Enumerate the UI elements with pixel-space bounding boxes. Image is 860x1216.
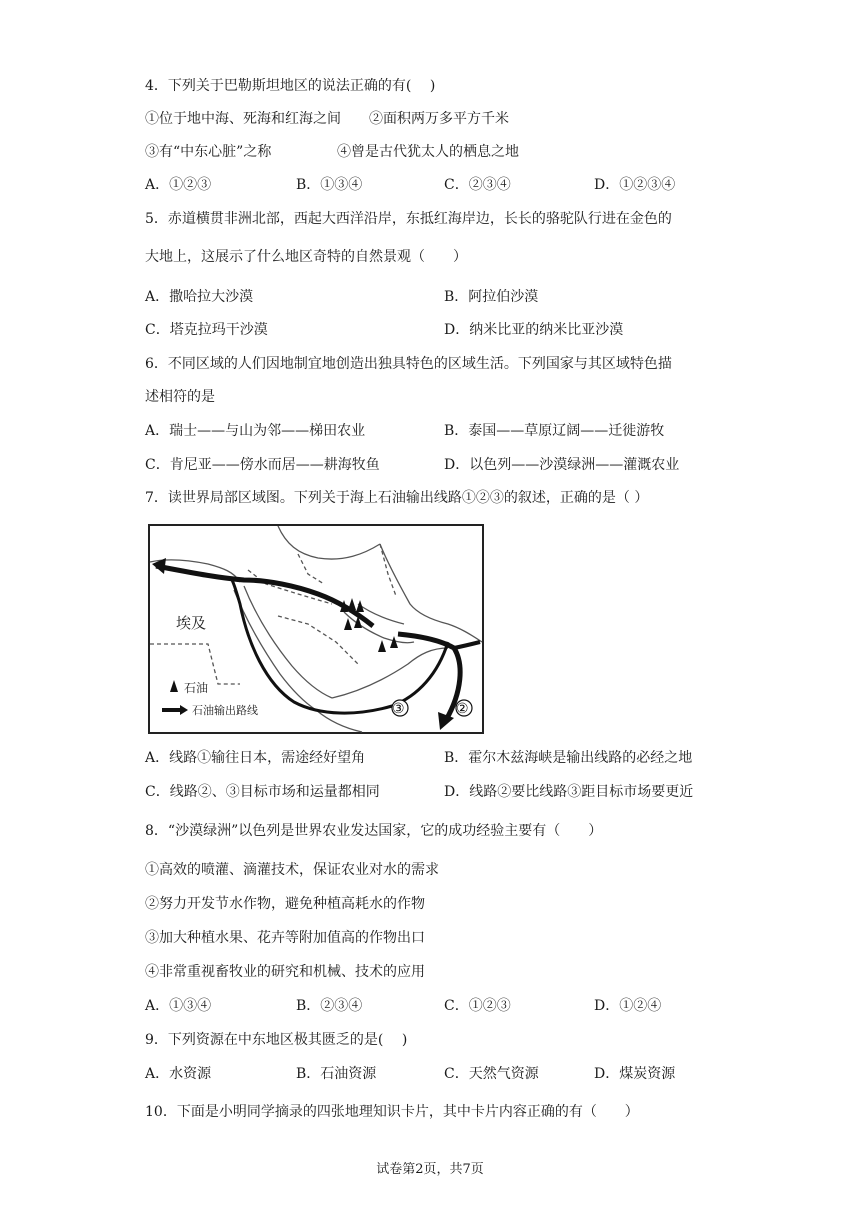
q8-option-d[interactable]: D．①②④ — [594, 998, 662, 1014]
egypt-label: 埃及 — [176, 614, 207, 632]
q4-stem: 4．下列关于巴勒斯坦地区的说法正确的有( ) — [145, 78, 436, 94]
q6-stem-line-2: 述相符的是 — [145, 389, 215, 405]
q6-stem-line-1: 6．不同区域的人们因地制宜地创造出独具特色的区域生活。下列国家与其区域特色描 — [145, 356, 672, 372]
q5-option-c[interactable]: C．塔克拉玛干沙漠 — [145, 322, 268, 338]
q5-stem-line-2: 大地上，这展示了什么地区奇特的自然景观（ ） — [145, 249, 467, 265]
q8-statement-3: ③加大种植水果、花卉等附加值高的作物出口 — [145, 930, 425, 946]
q9-option-a[interactable]: A．水资源 — [145, 1066, 212, 1082]
q5-option-a[interactable]: A．撒哈拉大沙漠 — [145, 289, 254, 305]
legend-route-label: 石油输出路线 — [192, 704, 258, 717]
q6-option-c[interactable]: C．肯尼亚——傍水而居——耕海牧鱼 — [145, 457, 380, 473]
q8-statement-2: ②努力开发节水作物，避免种植高耗水的作物 — [145, 896, 425, 912]
q9-option-b[interactable]: B．石油资源 — [296, 1066, 377, 1082]
q4-option-b[interactable]: B．①③④ — [296, 177, 363, 193]
q7-option-a[interactable]: A．线路①输往日本，需途经好望角 — [145, 750, 366, 766]
q9-option-c[interactable]: C．天然气资源 — [444, 1066, 539, 1082]
q4-statement-1: ①位于地中海、死海和红海之间 — [145, 111, 341, 127]
q4-option-c[interactable]: C．②③④ — [444, 177, 511, 193]
q7-stem: 7．读世界局部区域图。下列关于海上石油输出线路①②③的叙述，正确的是（ ） — [145, 490, 649, 506]
q8-stem: 8．“沙漠绿洲”以色列是世界农业发达国家，它的成功经验主要有（ ） — [145, 823, 603, 839]
q5-option-b[interactable]: B．阿拉伯沙漠 — [444, 289, 539, 305]
q5-option-d[interactable]: D．纳米比亚的纳米比亚沙漠 — [444, 322, 624, 338]
q4-option-d[interactable]: D．①②③④ — [594, 177, 676, 193]
q6-option-d[interactable]: D．以色列——沙漠绿洲——灌溉农业 — [444, 457, 680, 473]
q10-stem: 10．下面是小明同学摘录的四张地理知识卡片，其中卡片内容正确的有（ ） — [145, 1104, 639, 1120]
q8-option-a[interactable]: A．①③④ — [145, 998, 212, 1014]
q6-option-b[interactable]: B．泰国——草原辽阔——迁徙游牧 — [444, 423, 665, 439]
route-2-label: ② — [456, 701, 469, 717]
q4-statement-3: ③有“中东心脏”之称 — [145, 144, 272, 160]
q7-option-c[interactable]: C．线路②、③目标市场和运量都相同 — [145, 784, 380, 800]
q9-stem: 9．下列资源在中东地区极其匮乏的是( ) — [145, 1032, 408, 1048]
q6-option-a[interactable]: A．瑞士——与山为邻——梯田农业 — [145, 423, 366, 439]
q4-statement-2: ②面积两万多平方千米 — [369, 111, 509, 127]
legend-oil-label: 石油 — [184, 681, 209, 695]
middle-east-oil-route-map — [148, 524, 484, 734]
route-3-label: ③ — [392, 701, 405, 717]
q8-option-b[interactable]: B．②③④ — [296, 998, 363, 1014]
q4-option-a[interactable]: A．①②③ — [145, 177, 212, 193]
q5-stem-line-1: 5．赤道横贯非洲北部，西起大西洋沿岸，东抵红海岸边，长长的骆驼队行进在金色的 — [145, 211, 672, 227]
q8-statement-4: ④非常重视畜牧业的研究和机械、技术的应用 — [145, 964, 425, 980]
q8-option-c[interactable]: C．①②③ — [444, 998, 511, 1014]
q7-option-d[interactable]: D．线路②要比线路③距目标市场要更近 — [444, 784, 694, 800]
q9-option-d[interactable]: D．煤炭资源 — [594, 1066, 676, 1082]
page-footer: 试卷第2页，共7页 — [376, 1162, 484, 1177]
q4-statement-4: ④曾是古代犹太人的栖息之地 — [337, 144, 519, 160]
q7-option-b[interactable]: B．霍尔木兹海峡是输出线路的必经之地 — [444, 750, 693, 766]
q8-statement-1: ①高效的喷灌、滴灌技术，保证农业对水的需求 — [145, 862, 439, 878]
